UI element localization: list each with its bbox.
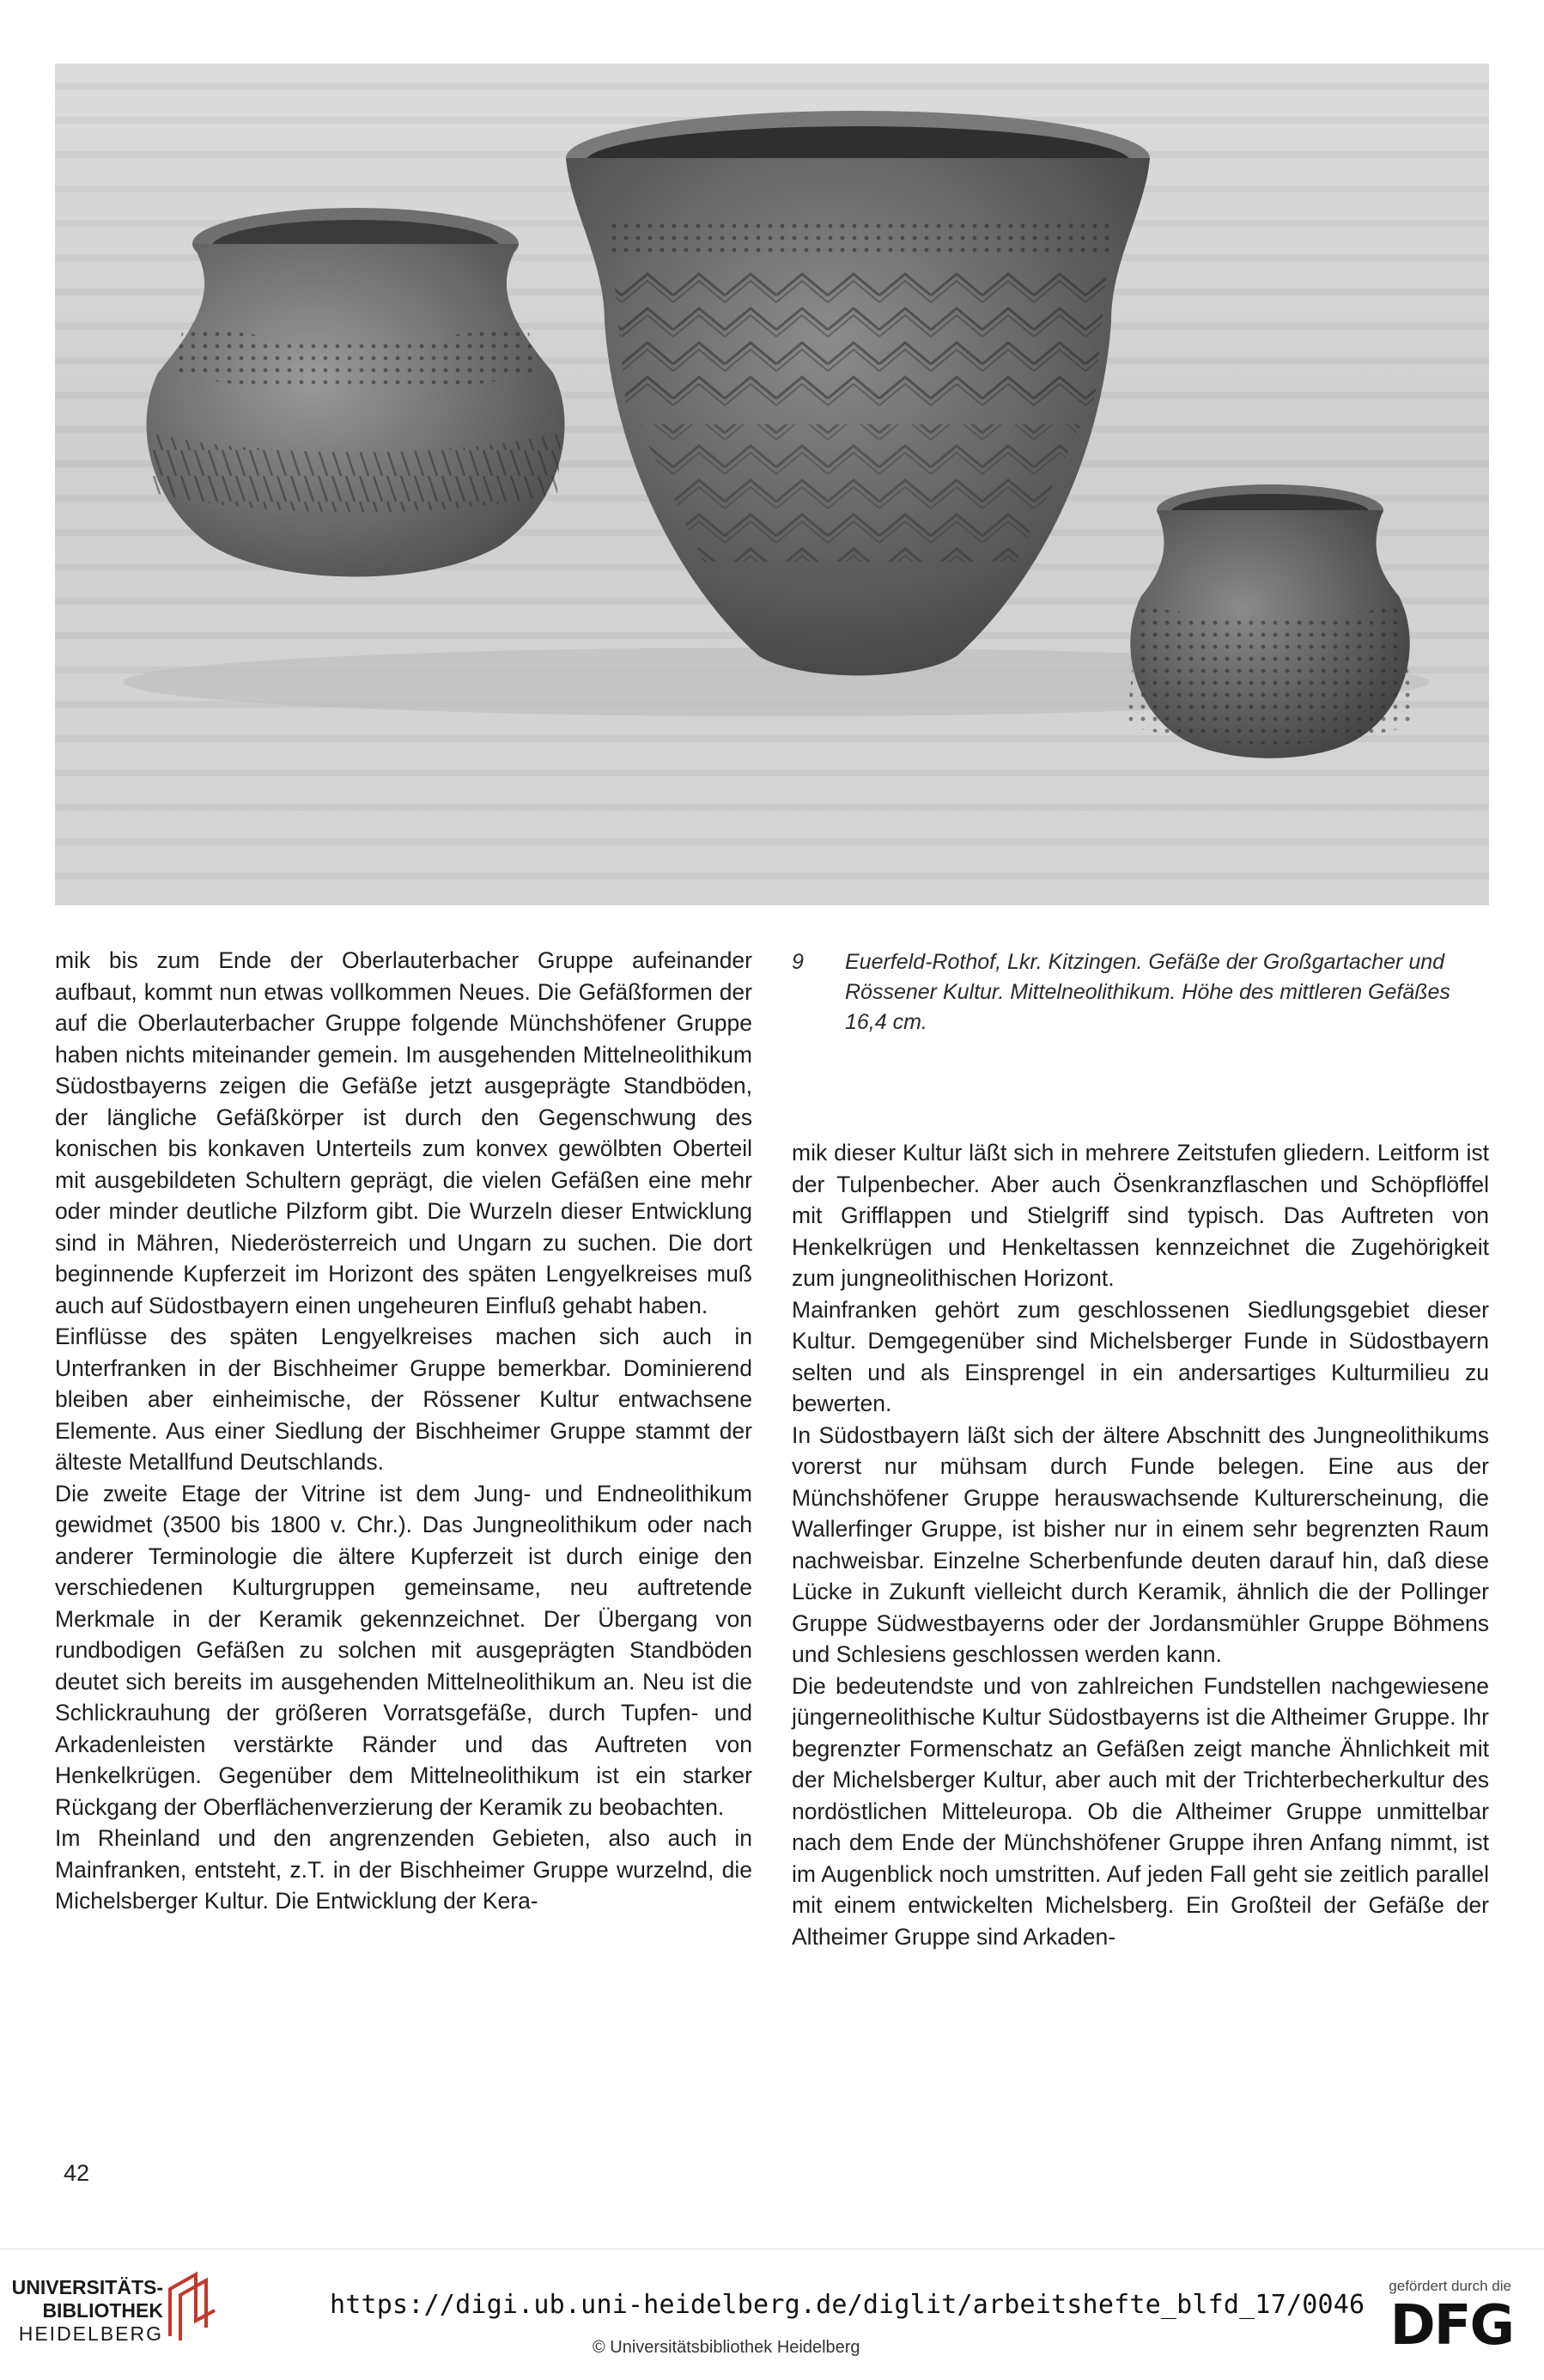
copyright-notice: © Universitätsbibliothek Heidelberg [593,2338,860,2357]
library-name [0,2276,163,2346]
figure-caption-text: Euerfeld-Rothof, Lkr. Kitzingen. Gefäße der Großgartacher und Rössener Kultur. Mittelneolithikum. Höhe des mittleren Gefäßes 16,4 cm. [845,950,1450,1034]
paragraph: mik dieser Kultur läßt sich in mehrere Zeitstufen gliedern. Leitform ist der Tulpenbecher. Aber auch Ösenkranzflaschen und Schöpflöffel mit Grifflappen und Stielgriff sind typisch. Das Auftreten von Henkelkrügen und Henkeltassen kennzeichnet die Zugehörigkeit zum jungneolithischen Horizont. [792,1140,1489,1291]
paragraph: mik bis zum Ende der Oberlauterbacher Gruppe aufeinander aufbaut, kommt nun etwas vollkommen Neues. Die Gefäßformen der auf die Oberlauterbacher Gruppe folgende Münchshöfener Gruppe haben nichts miteinander gemein. Im ausgehenden Mittelneolithikum Südostbayerns zeigen die Gefäße jetzt ausgeprägte Standböden, der längliche Gefäßkörper ist durch den Gegenschwung des konischen bis konkaven Unterteils zum konvex gewölbten Oberteil mit ausgebildeten Schultern geprägt, die vielen Gefäßen eine mehr oder minder deutliche Pilzform gibt. Die Wurzeln dieser Entwicklung sind in Mähren, Niederösterreich und Ungarn zu suchen. Die dort beginnende Kupferzeit im Horizont des späten Lengyelkreises muß auch auf Südostbayern einen ungeheuren Einfluß gehabt haben. [55,947,752,1318]
dfg-logo-icon: DFG [1389,2294,1513,2358]
left-text-column [55,945,752,1917]
library-name-line: HEIDELBERG [18,2322,163,2345]
left-vessel [147,208,565,577]
page-number: 42 [64,2160,90,2186]
paragraph: Mainfranken gehört zum geschlossenen Siedlungsgebiet dieser Kultur. Demgegenüber sind Michelsberger Funde in Südostbayern selten und als Einsprengel in ein andersartiges Kulturmilieu zu bewerten. [792,1296,1489,1416]
paragraph: Einflüsse des späten Lengyelkreises machen sich auch in Unterfranken in der Bischheimer Gruppe bemerkbar. Dominierend bleiben aber einheimische, der Rössener Kultur entwachsene Elemente. Aus einer Siedlung der Bischheimer Gruppe stammt der älteste Metallfund Deutschlands. [55,1324,752,1475]
figure-number: 9 [792,950,804,974]
pottery-photograph [55,64,1489,905]
library-name-line: UNIVERSITÄTS- [11,2276,163,2298]
right-text-column [792,1137,1489,1952]
middle-vessel [566,111,1150,676]
paragraph: Die zweite Etage der Vitrine ist dem Jung- und Endneolithikum gewidmet (3500 bis 1800 v. Chr.). Das Jungneolithikum oder nach anderer Terminologie die ältere Kupferzeit ist durch einige den verschiedenen Kulturgruppen gemeinsame, neu auftretende Merkmale in der Keramik gekennzeichnet. Der Übergang von rundbodigen Gefäßen zu solchen mit ausgeprägten Standböden deutet sich bereits im ausgehenden Mittelneolithikum an. Neu ist die Schlickrauhung der größeren Vorratsgefäße, durch Tupfen- und Arkadenleisten verstärkte Ränder und das Auftreten von Henkelkrügen. Gegenüber dem Mittelneolithikum ist ein starker Rückgang der Oberflächenverzierung der Keramik zu beobachten. [55,1480,752,1820]
paragraph: Die bedeutendste und von zahlreichen Fundstellen nachgewiesene jüngerneolithische Kultur Südostbayerns ist die Altheimer Gruppe. Ihr begrenzter Formenschatz an Gefäßen zeigt manche Ähnlichkeit mit der Michelsberger Kultur, aber auch mit der Trichterbecherkultur des nordöstlichen Mitteleuropa. Ob die Altheimer Gruppe unmittelbar nach dem Ende der Münchshöfener Gruppe ihren Anfang nimmt, ist im Augenblick noch umstritten. Auf jeden Fall geht sie zeitlich parallel mit einem entwickelten Michelsberg. Ein Großteil der Gefäße der Altheimer Gruppe sind Arkaden- [792,1672,1489,1950]
library-name-line: BIBLIOTHEK [42,2299,163,2322]
paragraph: In Südostbayern läßt sich der ältere Abschnitt des Jungneolithikums vorerst nur mühsam durch Funde belegen. Eine aus der Münchshöfener Gruppe herauswachsende Kulturerscheinung, die Wallerfinger Gruppe, ist bisher nur in einem sehr begrenzten Raum nachweisbar. Einzelne Scherbenfunde deuten darauf hin, daß diese Lücke in Zukunft vielleicht durch Keramik, ähnlich die der Pollinger Gruppe Südwestbayerns oder der Jordansmühler Gruppe Böhmens und Schlesiens geschlossen werden kann. [792,1421,1489,1667]
paragraph: Im Rheinland und den angrenzenden Gebieten, also auch in Mainfranken, entsteht, z.T. in der Bischheimer Gruppe wurzelnd, die Michelsberger Kultur. Die Entwicklung der Kera- [55,1825,752,1914]
three-neolithic-vessels-image [55,64,1489,905]
permalink-url[interactable]: https://digi.ub.uni-heidelberg.de/diglit/arbeitshefte_blfd_17/0046 [330,2290,1365,2320]
funded-by-label: gefördert durch die [1389,2278,1511,2294]
ub-heidelberg-logo-icon [161,2267,222,2345]
right-vessel [1127,484,1413,758]
